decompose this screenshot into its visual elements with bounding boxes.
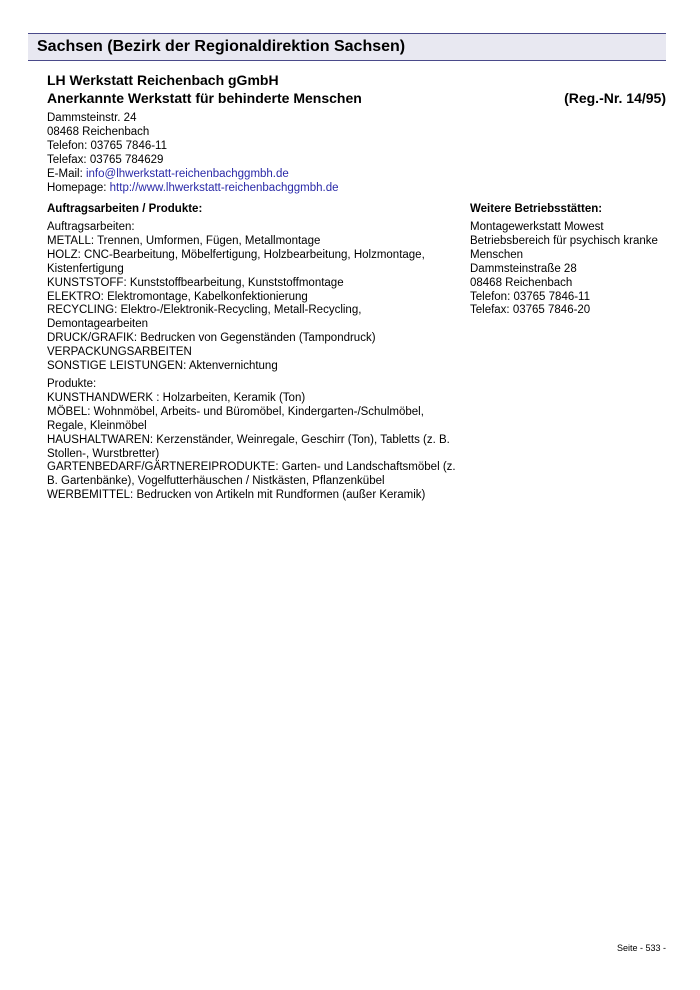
list-item: HAUSHALTWAREN: Kerzenständer, Weinregale, Geschirr (Ton), Tabletts (z. B. Stollen-, Wurstbretter) bbox=[47, 433, 450, 460]
left-column bbox=[47, 221, 465, 503]
list-item: METALL: Trennen, Umformen, Fügen, Metallmontage bbox=[47, 234, 321, 247]
left-section-heading: Auftragsarbeiten / Produkte: bbox=[47, 203, 203, 215]
list-item: SONSTIGE LEISTUNGEN: Aktenvernichtung bbox=[47, 360, 278, 373]
list-item: Telefon: 03765 7846-11 bbox=[470, 290, 590, 303]
page-number: Seite - 533 - bbox=[616, 943, 666, 953]
list-item: MÖBEL: Wohnmöbel, Arbeits- und Büromöbel, Kindergarten-/Schulmöbel, Regale, Kleinmöbel bbox=[47, 405, 424, 432]
list-item: Produkte: bbox=[47, 377, 97, 390]
phone: Telefon: 03765 7846-11 bbox=[47, 140, 167, 152]
list-item: ELEKTRO: Elektromontage, Kabelkonfektionierung bbox=[47, 290, 308, 303]
list-item: HOLZ: CNC-Bearbeitung, Möbelfertigung, Holzbearbeitung, Holzmontage, Kistenfertigung bbox=[47, 248, 425, 275]
list-item: WERBEMITTEL: Bedrucken von Artikeln mit Rundformen (außer Keramik) bbox=[47, 489, 426, 502]
org-name: LH Werkstatt Reichenbach gGmbH bbox=[47, 72, 279, 88]
right-section-heading: Weitere Betriebsstätten: bbox=[470, 203, 603, 215]
list-item: KUNSTHANDWERK : Holzarbeiten, Keramik (Ton) bbox=[47, 391, 306, 404]
list-item: KUNSTSTOFF: Kunststoffbearbeitung, Kunststoffmontage bbox=[47, 276, 344, 289]
street: Dammsteinstr. 24 bbox=[47, 112, 137, 124]
list-item: RECYCLING: Elektro-/Elektronik-Recycling, Metall-Recycling, Demontagearbeiten bbox=[47, 304, 362, 331]
fax: Telefax: 03765 784629 bbox=[47, 154, 164, 166]
auftrag-list bbox=[47, 221, 465, 374]
email-row bbox=[47, 167, 339, 181]
email-label: E-Mail: bbox=[47, 168, 86, 180]
list-item: Montagewerkstatt Mowest bbox=[470, 221, 604, 233]
homepage-label: Homepage: bbox=[47, 182, 110, 194]
city: 08468 Reichenbach bbox=[47, 126, 150, 138]
right-column bbox=[470, 221, 670, 318]
org-subtitle: Anerkannte Werkstatt für behinderte Menschen bbox=[47, 90, 362, 106]
homepage-row bbox=[47, 181, 339, 195]
list-item: 08468 Reichenbach bbox=[470, 276, 573, 289]
list-item: GARTENBEDARF/GÄRTNEREIPRODUKTE: Garten- und Landschaftsmöbel (z. B. Gartenbänke), Vogelfutterhäuschen / Nistkästen, Pflanzenkübel bbox=[47, 461, 456, 488]
email-link[interactable]: info@lhwerkstatt-reichenbachggmbh.de bbox=[85, 168, 289, 180]
contact-block bbox=[47, 111, 339, 195]
list-item: Dammsteinstraße 28 bbox=[470, 262, 577, 275]
region-header-bar bbox=[28, 33, 666, 61]
produkte-list bbox=[47, 378, 465, 503]
list-item: DRUCK/GRAFIK: Bedrucken von Gegenständen (Tampondruck) bbox=[47, 332, 376, 345]
list-item: VERPACKUNGSARBEITEN bbox=[47, 346, 192, 359]
region-title: Sachsen (Bezirk der Regionaldirektion Sachsen) bbox=[37, 38, 406, 55]
list-item: Auftragsarbeiten: bbox=[47, 221, 135, 233]
list-item: Betriebsbereich für psychisch kranke Menschen bbox=[470, 234, 658, 261]
homepage-link[interactable]: http://www.lhwerkstatt-reichenbachggmbh.de bbox=[109, 182, 339, 194]
list-item: Telefax: 03765 7846-20 bbox=[470, 304, 591, 317]
registration-number: (Reg.-Nr. 14/95) bbox=[564, 90, 666, 106]
